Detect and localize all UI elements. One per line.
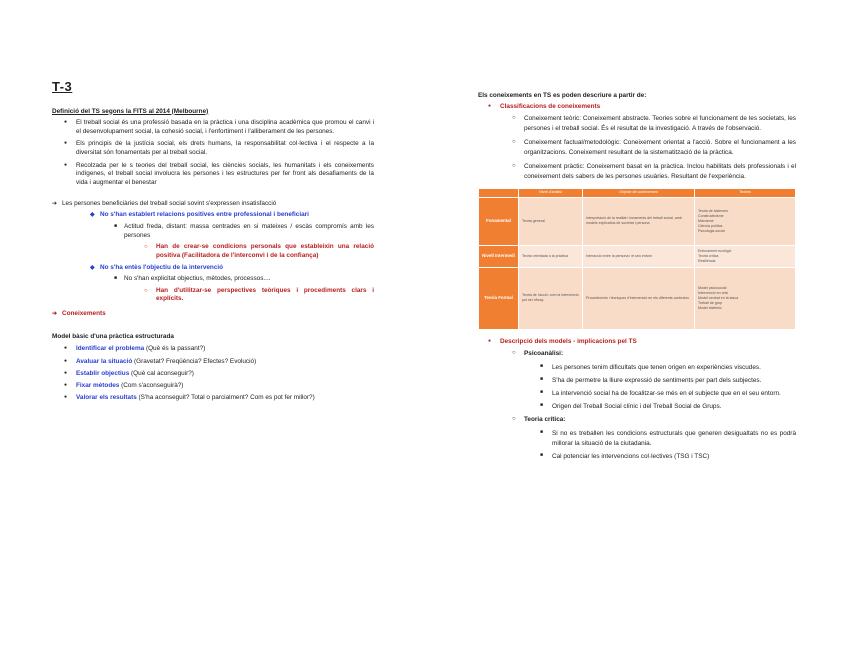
circle-point-perspectives: ○ Han d'utilitzar-se perspectives teòriques i procediments clars i explícits. [52, 287, 374, 304]
table-row-head: Fonamental [479, 197, 519, 245]
model-title: Model bàsic d'una pràctica estructurada [52, 332, 174, 340]
model-step: ● Fixar mètodes (Com s'aconseguirà?) [52, 382, 374, 391]
model-step: ● Identificar el problema (Què és la passant?) [52, 345, 374, 354]
table-cell: Interpretació de la realitat i fonaments del treball social, amb models explicatius de societat i persona [583, 197, 695, 245]
psychoanalysis-heading: ○ Psicoanàlisi: [478, 349, 796, 359]
page-title: T-3 [52, 79, 73, 94]
table-cell: Enfocament ecològic Teoria crítica Resiliència [695, 245, 796, 267]
right-column [478, 92, 796, 465]
model-step: ● Establir objectius (Què cal aconseguir?) [52, 370, 374, 379]
critical-theory-item: ■ Cal potenciar les intervencions col·lectives (TSG i TSC) [478, 452, 796, 462]
table-row [479, 245, 796, 267]
definition-item: ● Els principis de la justícia social, els drets humans, la responsabilitat col·lectiva i el respecte a la diversitat són fonamentals per al treball social. [52, 140, 374, 157]
table-header: Teories [695, 188, 796, 197]
table-row-head: Nivell Intermedi [479, 245, 519, 267]
table-cell: Teoria general [519, 197, 583, 245]
class-item-theoretical: ○ Coneixement teòric: Coneixement abstracte. Teories sobre el funcionament de les societats, les persones i el treball social. És el resultat de la investigació. A través de l'observació. [478, 114, 796, 134]
beneficiaries-point: ➔ Les persones beneficiàries del treball social sovint s'expressen insatisfacció [52, 200, 374, 209]
knowledge-intro: Els coneixements en TS es poden descriure a partir de: [478, 92, 647, 99]
diamond-point-objective: ◆ No s'ha entès l'objectiu de la intervenció [52, 264, 374, 273]
table-cell: Interacció entre la persona i el seu entorn [583, 245, 695, 267]
definition-list [52, 119, 374, 187]
knowledge-table [478, 188, 796, 330]
psychoanalysis-item: ■ S'ha de permetre la lliure expressió de sentiments per part dels subjectes. [478, 376, 796, 386]
model-steps [52, 345, 374, 402]
psychoanalysis-item: ■ Origen del Treball Social clínic i del Treball Social de Grups. [478, 402, 796, 412]
circle-point-conditions: ○ Han de crear-se condicions personals que estableixin una relació positiva (Facilitadora de l'interconvi i de la confiança) [52, 243, 374, 260]
definition-item: ● El treball social és una professió basada en la pràctica i una disciplina acadèmica que promou el canvi i el desenvolupament social, la cohesió social, i l'enfortiment i l'alliberament de les persones. [52, 119, 374, 136]
table-row-head: Teoria Formal [479, 267, 519, 329]
classification-heading: ● Classificacions de coneixements [478, 103, 796, 112]
model-step: ● Valorar els resultats (S'ha aconseguit? Total o parcialment? Com es pot fer millor?) [52, 394, 374, 403]
table-header-row [479, 188, 796, 197]
class-item-factual: ○ Coneixement factual/metodològic: Coneixement orientat a l'acció. Sobre el funcionament a les organitzacions. Coneixement resultant de la sistematització de la pràctica. [478, 138, 796, 158]
class-item-practical: ○ Coneixement pràctic: Coneixement basat en la pràctica. Inclou habilitats dels professionals i el coneixement dels sabers de les persones usuàries. Resultant de l'experiència. [478, 162, 796, 182]
diamond-point-relations: ◆ No s'han establert relacions positives entre professional i beneficiari [52, 211, 374, 220]
square-point-attitude: ■ Actitud freda, distant: massa centrades en si mateixes / escàs compromís amb les persones [52, 223, 374, 240]
psychoanalysis-item: ■ Les persones tenim dificultats que tenen origen en experiències viscudes. [478, 363, 796, 373]
table-header: Nivell d'anàlisi [519, 188, 583, 197]
table-header: Objecte de coneixement [583, 188, 695, 197]
table-cell: Model psicosocial Intervenció en crisi Model centrat en la tasca Treball de grup Model sistèmic [695, 267, 796, 329]
definition-heading: Definició del TS segons la FITS al 2014 (Melbourne) [52, 107, 209, 115]
table-row [479, 197, 796, 245]
left-column [52, 78, 374, 406]
square-point-explicit: ■ No s'han explicitat objectius, mètodes, processos.... [52, 275, 374, 284]
models-heading: ● Descripció dels models - implicacions pel TS [478, 338, 796, 347]
knowledge-point: ➔ Coneixements [52, 310, 374, 319]
table-cell: Teoria orientada a la pràctica [519, 245, 583, 267]
table-cell: Teoria de l'acció: com la intervenció pot ser eficaç [519, 267, 583, 329]
critical-theory-heading: ○ Teoria crítica: [478, 415, 796, 425]
table-row [479, 267, 796, 329]
model-step: ● Avaluar la situació (Gravetat? Freqüència? Efectes? Evolució) [52, 358, 374, 367]
psychoanalysis-item: ■ La intervenció social ha de focalitzar-se més en el subjecte que en el seu entorn. [478, 389, 796, 399]
table-cell: Procediments i tècniques d'intervenció en els diferents contextos [583, 267, 695, 329]
critical-theory-item: ■ Si no es treballen les condicions estructurals que generen desigualtats no es podrà millorar la situació de la ciutadania. [478, 429, 796, 449]
table-header [479, 188, 519, 197]
table-cell: Teoria de sistemes Constructivisme Marxisme Ciència política Psicologia social [695, 197, 796, 245]
definition-item: ● Recolzada per le s teories del treball social, les ciències socials, les humanitats i els coneixements indígenes, el treball social involucra les persones i les estructures per fer front als desafiaments de la vida i augmentar el benestar [52, 162, 374, 188]
